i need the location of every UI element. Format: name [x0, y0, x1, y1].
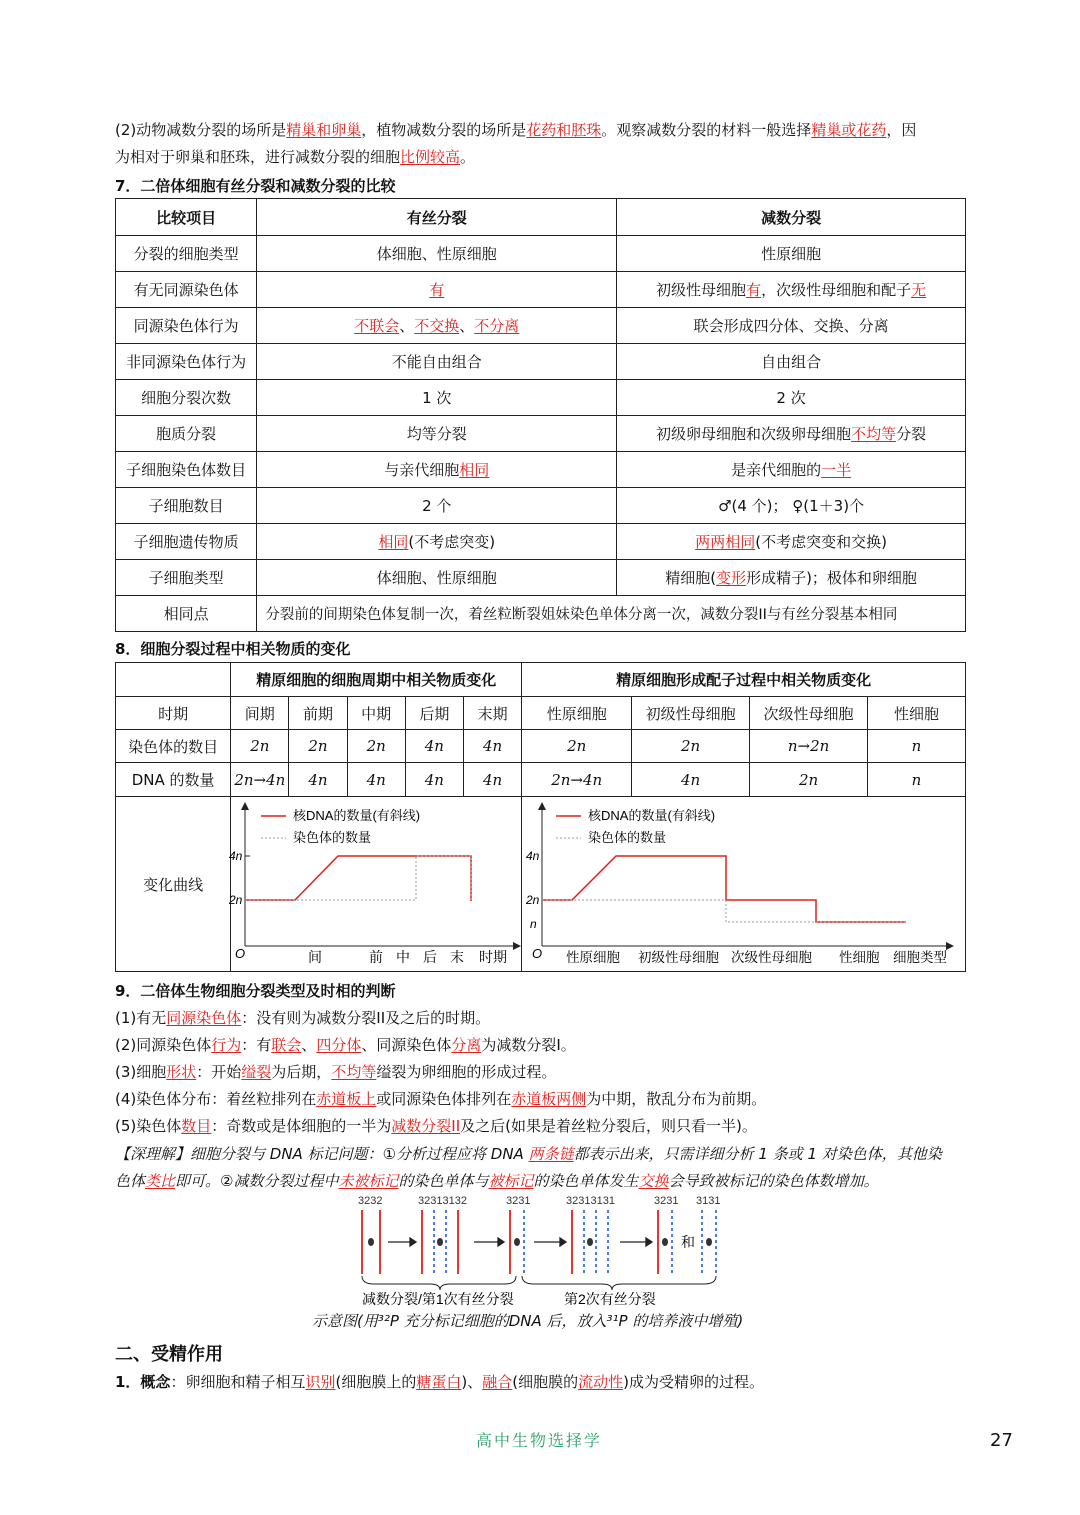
- y-label-4n: 4n: [526, 849, 540, 863]
- row-meiosis: [617, 488, 966, 524]
- highlight: 不分离: [474, 317, 520, 335]
- highlight: 赤道板上: [316, 1090, 377, 1108]
- row-mitosis: [257, 452, 617, 488]
- text-run: 、: [301, 1036, 317, 1054]
- fertilization-concept: [115, 1370, 975, 1394]
- judgement-line: [115, 1060, 975, 1084]
- row-meiosis: [617, 308, 966, 344]
- judgement-line: [115, 1114, 975, 1138]
- deep-understanding-1: [115, 1142, 975, 1166]
- highlight: 两条链: [528, 1145, 574, 1163]
- comparison-row: [116, 236, 966, 272]
- highlight: 不均等: [331, 1063, 377, 1081]
- row-mitosis: [257, 488, 617, 524]
- highlight: 分离: [451, 1036, 482, 1054]
- text-run: (不考虑突变和交换): [755, 533, 887, 551]
- text-run: 、同源染色体: [361, 1036, 452, 1054]
- chromosome-label: 染色体的数目: [116, 730, 231, 763]
- curve-label: 变化曲线: [116, 797, 231, 972]
- cell-value: n: [868, 763, 966, 797]
- text-run: 精细胞(: [665, 569, 717, 587]
- highlight: 比例较高: [400, 148, 461, 166]
- arrow-head-icon: [498, 1238, 504, 1246]
- highlight: 不联会: [354, 317, 400, 335]
- highlight: 四分体: [316, 1036, 362, 1054]
- text-run: 1．概念: [115, 1373, 171, 1391]
- text-run: 缢裂为卵细胞的形成过程。: [376, 1063, 557, 1081]
- row-meiosis: [617, 560, 966, 596]
- page-number: 27: [990, 1430, 1013, 1451]
- cell-value: 性原细胞: [522, 697, 632, 730]
- cell-value: 2n: [231, 730, 289, 763]
- x-arrow-icon: [513, 942, 521, 950]
- text-run: ：奇数或是体细胞的一半为: [211, 1117, 392, 1135]
- centromere: [706, 1238, 712, 1246]
- text-run: 色体: [115, 1172, 146, 1190]
- row-meiosis: [617, 344, 966, 380]
- top-label-2: 32313132: [418, 1195, 467, 1207]
- row-meiosis: [617, 416, 966, 452]
- cell-value: 4n: [463, 763, 521, 797]
- judgement-line: [115, 1033, 975, 1057]
- text-run: 2 个: [422, 497, 452, 515]
- intro-line-1: (2)动物减数分裂的场所是精巢和卵巢，植物减数分裂的场所是花药和胚珠。观察减数分裂的材料一般选择精巢或花药，因: [115, 121, 917, 139]
- text-run: 与亲代细胞: [384, 461, 460, 479]
- top-label-6: 3131: [696, 1195, 721, 1207]
- x-label-prophase: 前: [369, 949, 384, 965]
- header-mitosis: 有丝分裂: [257, 199, 617, 236]
- y-arrow-icon: [538, 802, 546, 810]
- row-item: 胞质分裂: [116, 416, 257, 452]
- text-run: 初级性母细胞: [656, 281, 747, 299]
- x-axis-title: 时期: [479, 949, 508, 965]
- text-run: 或同源染色体排列在: [376, 1090, 512, 1108]
- highlight: 联会: [271, 1036, 302, 1054]
- highlight: 相同: [378, 533, 409, 551]
- cell-value: 4n: [463, 730, 521, 763]
- centromere: [437, 1238, 443, 1246]
- cell-value: 间期: [231, 697, 289, 730]
- text-run: (细胞膜上的: [335, 1373, 417, 1391]
- same-label: 相同点: [116, 596, 257, 632]
- footer-brand: 高中生物选择学: [476, 1431, 603, 1450]
- section-7-title: 7．二倍体细胞有丝分裂和减数分裂的比较: [115, 177, 396, 195]
- x-label-metaphase: 中: [396, 949, 411, 965]
- row-item: 分裂的细胞类型: [116, 236, 257, 272]
- text-run: 会导致被标记的染色体数增加。: [668, 1172, 879, 1190]
- origin-label: O: [532, 946, 543, 961]
- comparison-row: [116, 416, 966, 452]
- row-item: 细胞分裂次数: [116, 380, 257, 416]
- same-text: 分裂前的间期染色体复制一次，着丝粒断裂姐妹染色单体分离一次，减数分裂II与有丝分裂基本相同: [257, 596, 966, 632]
- row-meiosis: [617, 524, 966, 560]
- text-run: (细胞膜的: [512, 1373, 579, 1391]
- comparison-row: [116, 272, 966, 308]
- comparison-row: [116, 344, 966, 380]
- comparison-rows: [116, 236, 966, 596]
- x-label-gamete: 性细胞: [839, 950, 880, 965]
- cell-value: 性细胞: [868, 697, 966, 730]
- text-run: 体细胞、性原细胞: [376, 245, 497, 263]
- centromere: [368, 1238, 374, 1246]
- cell-value: 2n: [750, 763, 868, 797]
- row-meiosis: [617, 452, 966, 488]
- text-run: 形成精子)；极体和卵细胞: [746, 569, 917, 587]
- row-mitosis: [257, 236, 617, 272]
- text-run: 【深理解】细胞分裂与 DNA 标记问题：①分析过程应将 DNA: [115, 1145, 529, 1163]
- arrow-head-icon: [410, 1238, 416, 1246]
- text-run: 1 次: [422, 389, 452, 407]
- highlight: 未被标记: [338, 1172, 399, 1190]
- highlight: 同源染色体: [166, 1009, 242, 1027]
- top-label-1: 3232: [358, 1195, 383, 1207]
- brace-1: [362, 1276, 516, 1290]
- highlight: 缢裂: [241, 1063, 272, 1081]
- highlight: 有: [429, 281, 445, 299]
- row-mitosis: [257, 560, 617, 596]
- part-2-heading: 二、受精作用: [115, 1344, 223, 1365]
- chromosome-row: [116, 730, 966, 763]
- comparison-row: [116, 524, 966, 560]
- highlight: 数目: [181, 1117, 212, 1135]
- text-run: 不能自由组合: [391, 353, 482, 371]
- highlight: 不均等: [851, 425, 897, 443]
- top-label-3: 3231: [506, 1195, 531, 1207]
- text-run: 的染色单体发生: [533, 1172, 639, 1190]
- comparison-row: [116, 560, 966, 596]
- y-label-2n: 2n: [229, 893, 243, 907]
- cell-value: 4n: [289, 763, 347, 797]
- arrow-head-icon: [560, 1238, 566, 1246]
- row-item: 子细胞数目: [116, 488, 257, 524]
- dna-labeling-diagram: [350, 1192, 730, 1312]
- substance-table: [115, 662, 966, 972]
- comparison-row: [116, 380, 966, 416]
- x-arrow-icon: [946, 942, 954, 950]
- legend-dna: 核DNA的数量(有斜线): [588, 808, 716, 823]
- row-mitosis: [257, 380, 617, 416]
- cell-value: 2n: [632, 730, 750, 763]
- top-label-4: 32313131: [566, 1195, 615, 1207]
- origin-label: O: [235, 946, 246, 961]
- cell-value: 4n: [347, 763, 405, 797]
- legend-chrom: 染色体的数量: [293, 830, 372, 845]
- judgement-line: [115, 1087, 975, 1111]
- highlight: 融合: [482, 1373, 513, 1391]
- cell-value: 中期: [347, 697, 405, 730]
- text-run: 、: [399, 317, 415, 335]
- brace-2-label: 第2次有丝分裂: [564, 1291, 656, 1307]
- comparison-table: [115, 198, 966, 632]
- highlight: 有: [746, 281, 762, 299]
- chromosome-curve: [542, 900, 906, 922]
- period-label: 时期: [116, 697, 231, 730]
- x-label-primary: 初级性母细胞: [638, 950, 720, 965]
- row-item: 子细胞遗传物质: [116, 524, 257, 560]
- dna-curve: [542, 856, 906, 922]
- text-run: 性原细胞: [761, 245, 822, 263]
- highlight: 不交换: [414, 317, 460, 335]
- brace-2: [522, 1276, 716, 1290]
- text-run: 分裂: [896, 425, 927, 443]
- text-run: ：没有则为减数分裂II及之后的时期。: [241, 1009, 491, 1027]
- highlight: 减数分裂II: [391, 1117, 461, 1135]
- highlight: 行为: [211, 1036, 242, 1054]
- highlight: 相同: [459, 461, 490, 479]
- period-row: [116, 697, 966, 730]
- cell-value: n: [868, 730, 966, 763]
- centromere: [587, 1238, 593, 1246]
- text-run: 的染色单体与: [398, 1172, 489, 1190]
- text-run: (5)染色体: [115, 1117, 182, 1135]
- highlight: 交换: [638, 1172, 669, 1190]
- left-curve-chart: [231, 798, 521, 970]
- text-run: (1)有无: [115, 1009, 167, 1027]
- cell-value: 4n: [632, 763, 750, 797]
- brace-1-label: 减数分裂/第1次有丝分裂: [362, 1291, 514, 1307]
- text-run: 联会形成四分体、交换、分离: [693, 317, 889, 335]
- highlight: 两两相同: [695, 533, 756, 551]
- highlight: 变形: [716, 569, 747, 587]
- row-mitosis: [257, 308, 617, 344]
- x-axis-title: 细胞类型: [893, 950, 948, 965]
- row-mitosis: [257, 416, 617, 452]
- row-mitosis: [257, 344, 617, 380]
- highlight: 识别: [305, 1373, 336, 1391]
- legend-chrom: 染色体的数量: [588, 830, 667, 845]
- cell-value: 2n: [289, 730, 347, 763]
- x-label-secondary: 次级性母细胞: [731, 950, 813, 965]
- row-item: 同源染色体行为: [116, 308, 257, 344]
- cell-value: 次级性母细胞: [750, 697, 868, 730]
- dna-row: [116, 763, 966, 797]
- text-run: 体细胞、性原细胞: [376, 569, 497, 587]
- header-meiosis: 减数分裂: [617, 199, 966, 236]
- right-curve-chart: [522, 798, 954, 970]
- text-run: ：有: [241, 1036, 272, 1054]
- row-meiosis: [617, 236, 966, 272]
- highlight: 赤道板两侧: [511, 1090, 587, 1108]
- top-label-5: 3231: [654, 1195, 679, 1207]
- row-item: 子细胞染色体数目: [116, 452, 257, 488]
- group-1-header: 精原细胞的细胞周期中相关物质变化: [231, 663, 522, 697]
- y-label-2n: 2n: [526, 893, 540, 907]
- highlight: 精巢和卵巢: [286, 121, 362, 139]
- text-run: 为中期，散乱分布为前期。: [586, 1090, 767, 1108]
- cell-value: 2n: [522, 730, 632, 763]
- x-label-telophase: 末: [450, 949, 465, 965]
- text-run: ：开始: [196, 1063, 242, 1081]
- cell-value: 初级性母细胞: [632, 697, 750, 730]
- y-label-4n: 4n: [229, 849, 243, 863]
- row-meiosis: [617, 272, 966, 308]
- text-run: 、: [459, 317, 475, 335]
- intro-line-2: 为相对于卵巢和胚珠，进行减数分裂的细胞比例较高。: [115, 148, 476, 166]
- cell-value: 前期: [289, 697, 347, 730]
- dna-curve: [245, 856, 471, 901]
- row-item: 子细胞类型: [116, 560, 257, 596]
- text-run: 是亲代细胞的: [731, 461, 822, 479]
- highlight: 糖蛋白: [416, 1373, 462, 1391]
- y-label-n: n: [530, 917, 537, 931]
- centromere: [514, 1238, 520, 1246]
- text-run: 都表示出来，只需详细分析 1 条或 1 对染色体，其他染: [573, 1145, 942, 1163]
- row-meiosis: [617, 380, 966, 416]
- highlight: 精巢或花药: [811, 121, 887, 139]
- judgement-line: [115, 1006, 975, 1030]
- text-run: )、: [461, 1373, 483, 1391]
- chromosome-curve: [245, 856, 471, 900]
- right-curve-cell: [522, 797, 966, 972]
- deep-understanding-2: [115, 1169, 975, 1193]
- text-run: (3)细胞: [115, 1063, 167, 1081]
- comparison-row: [116, 308, 966, 344]
- cell-value: 末期: [463, 697, 521, 730]
- row-mitosis: [257, 524, 617, 560]
- arrow-head-icon: [646, 1238, 652, 1246]
- highlight: 一半: [821, 461, 852, 479]
- highlight: 类比: [145, 1172, 176, 1190]
- text-run: (4)染色体分布：着丝粒排列在: [115, 1090, 317, 1108]
- text-run: 及之后(如果是着丝粒分裂后，则只看一半)。: [460, 1117, 757, 1135]
- group-2-header: 精原细胞形成配子过程中相关物质变化: [522, 663, 966, 697]
- row-item: 有无同源染色体: [116, 272, 257, 308]
- text-run: ：卵细胞和精子相互: [170, 1373, 306, 1391]
- x-label-spermatogonium: 性原细胞: [566, 950, 621, 965]
- diagram-caption: 示意图(用³²P 充分标记细胞的DNA 后，放入³¹P 的培养液中增殖): [312, 1312, 744, 1330]
- text-run: 初级卵母细胞和次级卵母细胞: [656, 425, 852, 443]
- text-run: 为减数分裂I。: [481, 1036, 576, 1054]
- row-item: 非同源染色体行为: [116, 344, 257, 380]
- x-label-anaphase: 后: [423, 949, 438, 965]
- row-mitosis: [257, 272, 617, 308]
- highlight: 流动性: [578, 1373, 624, 1391]
- text-run: 为后期，: [271, 1063, 332, 1081]
- comparison-row: [116, 452, 966, 488]
- y-arrow-icon: [241, 802, 249, 810]
- cell-value: n→2n: [750, 730, 868, 763]
- and-label: 和: [681, 1234, 695, 1250]
- centromere: [662, 1238, 668, 1246]
- text-run: 2 次: [776, 389, 806, 407]
- text-run: (不考虑突变): [408, 533, 496, 551]
- highlight: 形状: [166, 1063, 197, 1081]
- highlight: 花药和胚珠: [526, 121, 602, 139]
- text-run: 即可。②减数分裂过程中: [175, 1172, 339, 1190]
- text-run: (2)同源染色体: [115, 1036, 212, 1054]
- legend-dna: 核DNA的数量(有斜线): [293, 808, 421, 823]
- comparison-row: [116, 488, 966, 524]
- section-8-title: 8．细胞分裂过程中相关物质的变化: [115, 640, 351, 658]
- text-run: ，次级性母细胞和配子: [761, 281, 912, 299]
- corner-cell: [116, 663, 231, 697]
- left-curve-cell: [231, 797, 522, 972]
- text-run: 自由组合: [761, 353, 822, 371]
- header-item: 比较项目: [116, 199, 257, 236]
- cell-value: 后期: [405, 697, 463, 730]
- cell-value: 2n: [347, 730, 405, 763]
- highlight: 无: [911, 281, 927, 299]
- dna-label: DNA 的数量: [116, 763, 231, 797]
- text-run: ♂(4 个)； ♀(1＋3)个: [718, 497, 865, 515]
- x-label-interphase: 间: [308, 949, 323, 965]
- section-9-title: 9．二倍体生物细胞分裂类型及时相的判断: [115, 982, 396, 1000]
- text-run: 均等分裂: [406, 425, 467, 443]
- cell-value: 4n: [405, 730, 463, 763]
- highlight: 被标记: [488, 1172, 534, 1190]
- cell-value: 2n→4n: [231, 763, 289, 797]
- text-run: )成为受精卵的过程。: [623, 1373, 764, 1391]
- cell-value: 4n: [405, 763, 463, 797]
- cell-value: 2n→4n: [522, 763, 632, 797]
